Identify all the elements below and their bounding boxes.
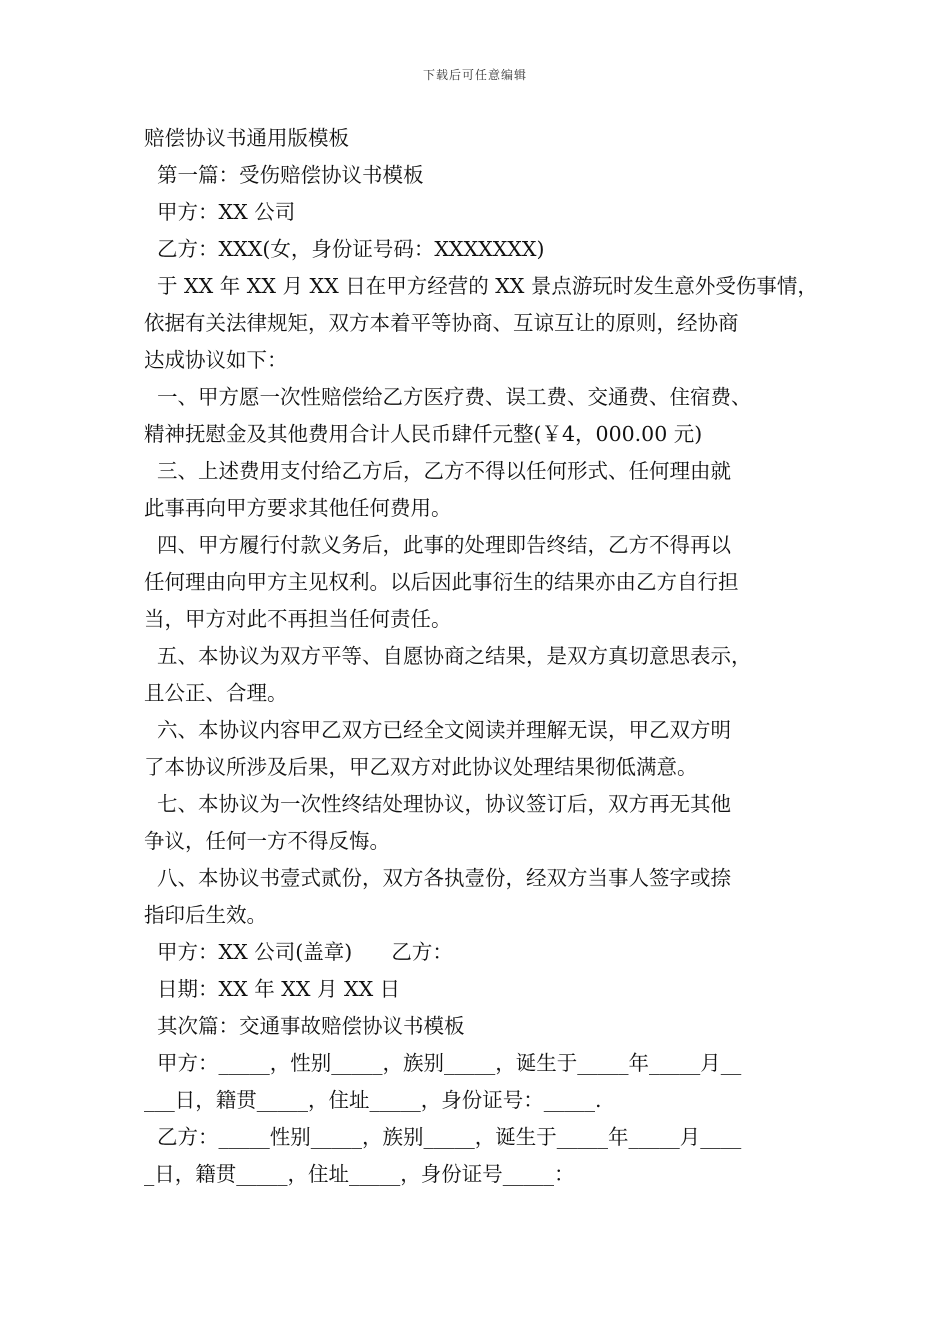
clause-line: 了本协议所涉及后果，甲乙双方对此协议处理结果彻低满意。 bbox=[144, 755, 698, 779]
document-title: 赔偿协议书通用版模板 bbox=[144, 126, 349, 150]
clause-line: 七、本协议为一次性终结处理协议，协议签订后，双方再无其他 bbox=[144, 792, 732, 816]
clause-line: 精神抚慰金及其他费用合计人民币肆仟元整(￥4，000.00 元) bbox=[144, 422, 703, 446]
clause-line: 指印后生效。 bbox=[144, 903, 267, 927]
clause-line: 任何理由向甲方主见权利。以后因此事衍生的结果亦由乙方自行担 bbox=[144, 570, 739, 594]
section-heading-first: 第一篇：受伤赔偿协议书模板 bbox=[144, 163, 424, 187]
form-line: _日，籍贯_____，住址_____，身份证号_____： bbox=[144, 1162, 575, 1186]
paragraph-line: 达成协议如下： bbox=[144, 348, 288, 372]
clause-line: 四、甲方履行付款义务后，此事的处理即告终结，乙方不得再以 bbox=[144, 533, 732, 557]
clause-line: 此事再向甲方要求其他任何费用。 bbox=[144, 496, 452, 520]
party-b-line: 乙方：XXX(女，身份证号码：XXXXXXX) bbox=[144, 237, 545, 261]
clause-line: 一、甲方愿一次性赔偿给乙方医疗费、误工费、交通费、住宿费、 bbox=[144, 385, 752, 409]
form-line: ___日，籍贯_____，住址_____，身份证号：_____. bbox=[144, 1088, 602, 1112]
clause-line: 八、本协议书壹式贰份，双方各执壹份，经双方当事人签字或捺 bbox=[144, 866, 732, 890]
document-body bbox=[144, 120, 826, 1193]
form-line: 乙方：_____性别_____，族别_____，诞生于_____年_____月____ bbox=[144, 1125, 742, 1149]
signature-line: 甲方：XX 公司(盖章) 乙方： bbox=[144, 940, 453, 964]
clause-line: 六、本协议内容甲乙双方已经全文阅读并理解无误，甲乙双方明 bbox=[144, 718, 732, 742]
clause-line: 五、本协议为双方平等、自愿协商之结果，是双方真切意思表示， bbox=[144, 644, 752, 668]
paragraph-line: 于 XX 年 XX 月 XX 日在甲方经营的 XX 景点游玩时发生意外受伤事情， bbox=[144, 274, 818, 298]
paragraph-line: 依据有关法律规矩，双方本着平等协商、互谅互让的原则，经协商 bbox=[144, 311, 739, 335]
section-heading-second: 其次篇：交通事故赔偿协议书模板 bbox=[144, 1014, 465, 1038]
form-line: 甲方：_____，性别_____，族别_____，诞生于_____年_____月__ bbox=[144, 1051, 742, 1075]
date-line: 日期：XX 年 XX 月 XX 日 bbox=[144, 977, 401, 1001]
clause-line: 争议，任何一方不得反悔。 bbox=[144, 829, 390, 853]
party-a-line: 甲方：XX 公司 bbox=[144, 200, 296, 224]
clause-line: 三、上述费用支付给乙方后，乙方不得以任何形式、任何理由就 bbox=[144, 459, 732, 483]
page-header-note: 下载后可任意编辑 bbox=[422, 68, 527, 82]
clause-line: 且公正、合理。 bbox=[144, 681, 288, 705]
clause-line: 当，甲方对此不再担当任何责任。 bbox=[144, 607, 452, 631]
